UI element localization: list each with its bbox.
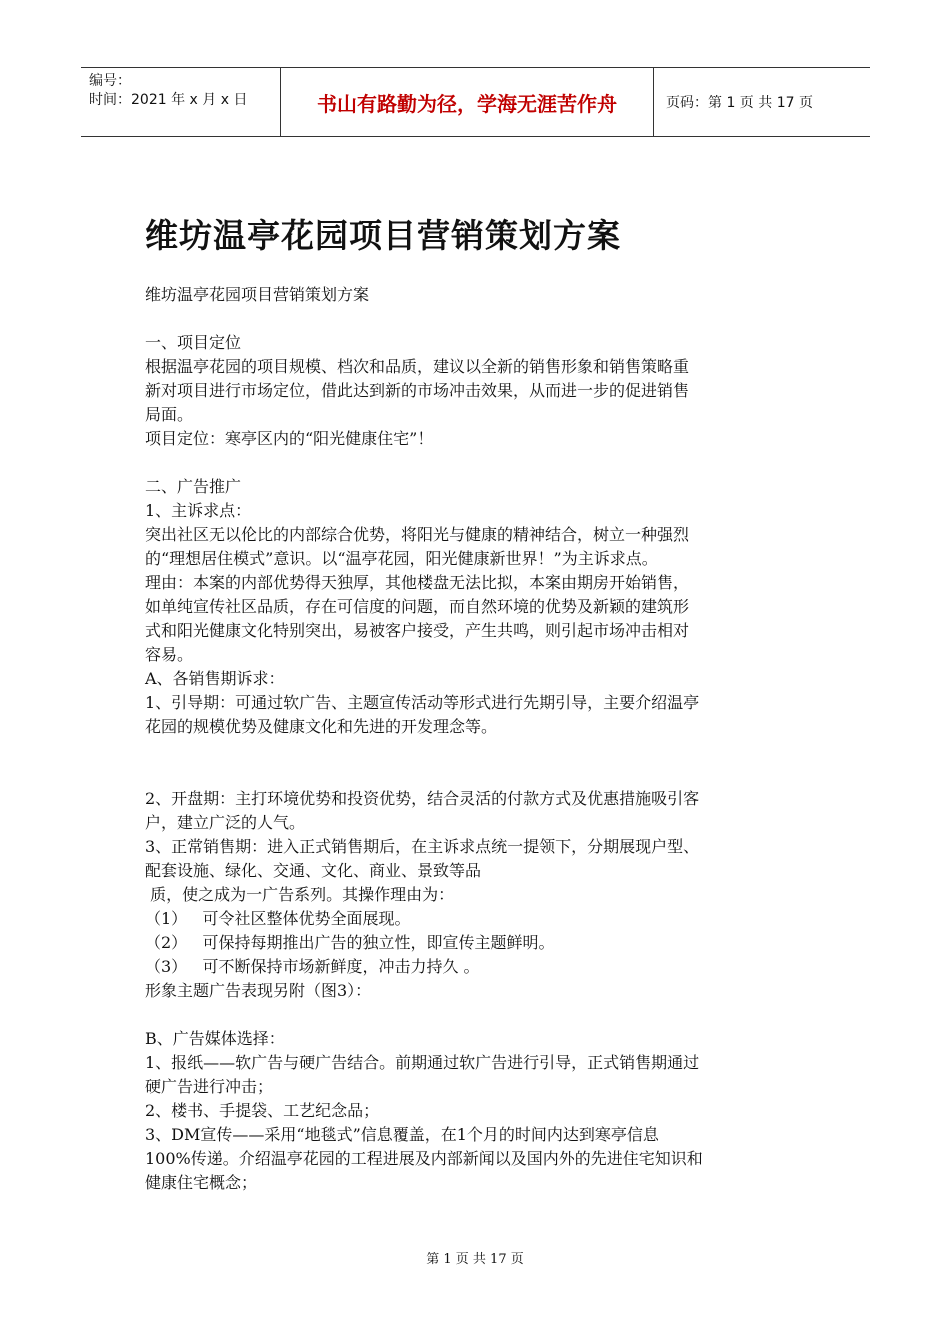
body-line: 硬广告进行冲击； (145, 1077, 274, 1096)
body-line: （2） 可保持每期推出广告的独立性，即宣传主题鲜明。 (145, 933, 555, 952)
body-line: 3、DM宣传——采用“地毯式”信息覆盖，在1个月的时间内达到寒亭信息 (145, 1125, 659, 1144)
body-line: 1、报纸——软广告与硬广告结合。前期通过软广告进行引导，正式销售期通过 (145, 1053, 700, 1072)
body-line: 3、正常销售期：进入正式销售期后，在主诉求点统一提领下，分期展现户型、 (145, 837, 700, 856)
body-line: 根据温亭花园的项目规模、档次和品质，建议以全新的销售形象和销售策略重 (145, 357, 690, 376)
body-line: 健康住宅概念； (145, 1173, 258, 1192)
body-line: （3） 可不断保持市场新鲜度，冲击力持久 。 (145, 957, 480, 976)
body-line: 二、广告推广 (145, 477, 242, 496)
body-line: 1、引导期：可通过软广告、主题宣传活动等形式进行先期引导，主要介绍温亭 (145, 693, 700, 712)
header-motto: 书山有路勤为径，学海无涯苦作舟 (281, 68, 654, 136)
body-line (145, 763, 810, 787)
body-line: 维坊温亭花园项目营销策划方案 (145, 285, 370, 304)
body-line: A、各销售期诉求： (145, 669, 285, 688)
body-line: 2、开盘期：主打环境优势和投资优势，结合灵活的付款方式及优惠措施吸引客 (145, 789, 700, 808)
body-line: 新对项目进行市场定位，借此达到新的市场冲击效果，从而进一步的促进销售 (145, 381, 690, 400)
body-line: 如单纯宣传社区品质，存在可信度的问题，而自然环境的优势及新颖的建筑形 (145, 597, 690, 616)
body-line: B、广告媒体选择： (145, 1029, 285, 1048)
body-line: 质，使之成为一广告系列。其操作理由为： (145, 885, 455, 904)
header-info-cell (81, 68, 281, 136)
document-date: 时间：2021 年 x 月 x 日 (89, 92, 248, 108)
body-line: 花园的规模优势及健康文化和先进的开发理念等。 (145, 717, 498, 736)
body-line: 一、项目定位 (145, 333, 242, 352)
body-line: 式和阳光健康文化特别突出，易被客户接受，产生共鸣，则引起市场冲击相对 (145, 621, 690, 640)
body-line: （1） 可令社区整体优势全面展现。 (145, 909, 411, 928)
document-title: 维坊温亭花园项目营销策划方案 (145, 216, 621, 255)
body-line: 容易。 (145, 645, 194, 664)
body-line: 突出社区无以伦比的内部综合优势，将阳光与健康的精神结合，树立一种强烈 (145, 525, 690, 544)
document-body (145, 283, 810, 1195)
body-line (145, 307, 810, 331)
body-line: 100%传递。介绍温亭花园的工程进展及内部新闻以及国内外的先进住宅知识和 (145, 1149, 703, 1168)
body-line: 的“理想居住模式”意识。以“温亭花园，阳光健康新世界！”为主诉求点。 (145, 549, 658, 568)
body-line: 户，建立广泛的人气。 (145, 813, 306, 832)
page-header (81, 67, 870, 137)
body-line (145, 451, 810, 475)
body-line: 2、楼书、手提袋、工艺纪念品； (145, 1101, 380, 1120)
body-line: 项目定位：寒亭区内的“阳光健康住宅”！ (145, 429, 434, 448)
body-line: 配套设施、绿化、交通、文化、商业、景致等品 (145, 861, 482, 880)
body-line: 1、主诉求点： (145, 501, 252, 520)
body-line: 形象主题广告表现另附（图3）： (145, 981, 372, 1000)
document-number-label: 编号： (89, 73, 131, 89)
body-line (145, 1003, 810, 1027)
header-page-info: 页码：第 1 页 共 17 页 (666, 95, 813, 111)
body-line: 局面。 (145, 405, 194, 424)
body-line: 理由：本案的内部优势得天独厚，其他楼盘无法比拟，本案由期房开始销售， (145, 573, 690, 592)
body-line (145, 739, 810, 763)
page-footer: 第 1 页 共 17 页 (426, 1252, 524, 1267)
